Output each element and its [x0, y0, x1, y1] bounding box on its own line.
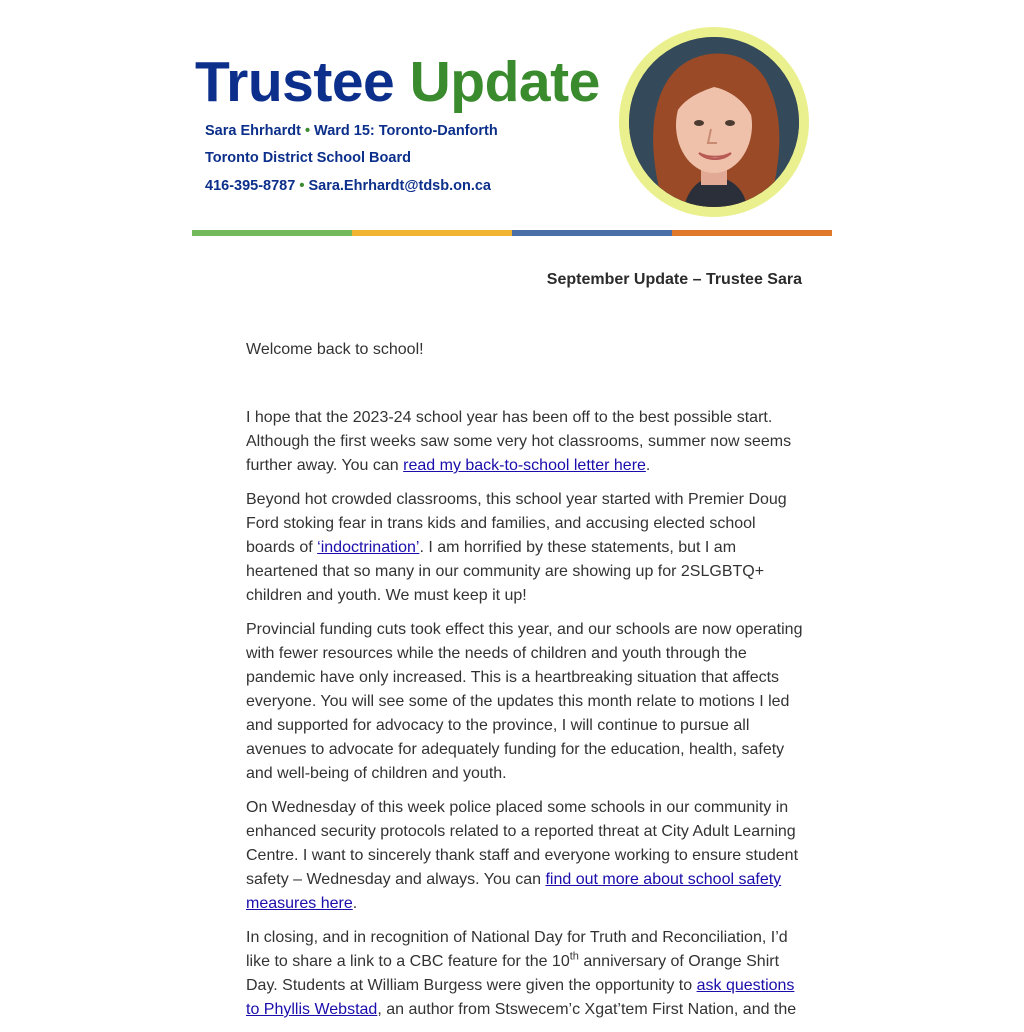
newsletter-body	[246, 338, 806, 1032]
color-bar-segment-blue	[512, 230, 672, 236]
contact-line	[205, 178, 491, 194]
title-update: Update	[409, 50, 600, 114]
paragraph-text: I hope that the 2023-24 school year has been off to the best possible start. Although the first weeks saw some very hot classrooms, summer now seems further away. You can	[246, 409, 792, 474]
paragraph-text: On Wednesday of this week police placed some schools in our community in enhanced security protocols related to a reported threat at City Adult Learning Centre. I want to sincerely thank staff and everyone working to ensure student safety – Wednesday and always. You can	[246, 799, 799, 888]
email-address: Sara.Ehrhardt@tdsb.on.ca	[308, 178, 491, 194]
color-bar-segment-orange	[672, 230, 832, 236]
paragraph-text: anniversary of Orange Shirt Day. Students at William Burgess were given the opportunity to	[246, 953, 780, 994]
paragraph-text: . I am horrified by these statements, but I am heartened that so many in our community are showing up for 2SLGBTQ+ children and youth. We must keep it up!	[246, 539, 765, 604]
trustee-name: Sara Ehrhardt	[205, 123, 301, 139]
paragraph-text: In closing, and in recognition of National Day for Truth and Reconciliation, I’d like to share a link to a CBC feature for the 10	[246, 929, 788, 970]
newsletter-header	[192, 0, 832, 240]
trustee-name-ward	[205, 123, 498, 139]
color-bar-segment-yellow	[352, 230, 512, 236]
ward-label: Ward 15: Toronto-Danforth	[314, 123, 498, 139]
phone-number: 416-395-8787	[205, 178, 296, 194]
paragraph-truth-reconciliation	[246, 926, 806, 1022]
ordinal-suffix: th	[569, 950, 579, 963]
trustee-photo-frame	[619, 27, 809, 217]
separator-dot: •	[299, 178, 305, 194]
paragraph-start-of-year	[246, 406, 806, 478]
separator-dot: •	[304, 123, 311, 139]
color-bar-segment-green	[192, 230, 352, 236]
update-title: September Update – Trustee Sara	[546, 271, 802, 288]
paragraph-text: , an author from Stswecem’c Xgat’tem First Nation, and the	[377, 1001, 797, 1018]
indoctrination-link[interactable]: ‘indoctrination’	[317, 539, 420, 556]
paragraph-text: .	[352, 895, 358, 912]
title-trustee: Trustee	[195, 50, 395, 114]
paragraph-text: .	[645, 457, 651, 474]
board-name: Toronto District School Board	[205, 150, 411, 166]
trustee-photo	[629, 37, 799, 207]
paragraph-text: Beyond hot crowded classrooms, this school year started with Premier Doug Ford stoking fear in trans kids and families, and accusing elected school boards of	[246, 491, 787, 556]
welcome-paragraph: Welcome back to school!	[246, 341, 424, 358]
paragraph-school-safety	[246, 796, 806, 916]
school-safety-link[interactable]: find out more about school safety measures here	[246, 871, 782, 912]
phyllis-webstad-link[interactable]: ask questions to Phyllis Webstad	[246, 977, 795, 1018]
newsletter-title	[195, 47, 600, 117]
paragraph-trans-support	[246, 488, 806, 608]
paragraph-funding-cuts: Provincial funding cuts took effect this year, and our schools are now operating with fewer resources while the needs of children and youth through the pandemic have only increased. This is a heartbreaking situation that affects everyone. You will see some of the updates this month relate to motions I led and supported for advocacy to the province, I will continue to pursue all avenues to advocate for adequately funding for the education, health, safety and well-being of children and youth.	[246, 621, 803, 782]
color-divider-bar	[192, 230, 832, 236]
back-to-school-letter-link[interactable]: read my back-to-school letter here	[403, 457, 646, 474]
